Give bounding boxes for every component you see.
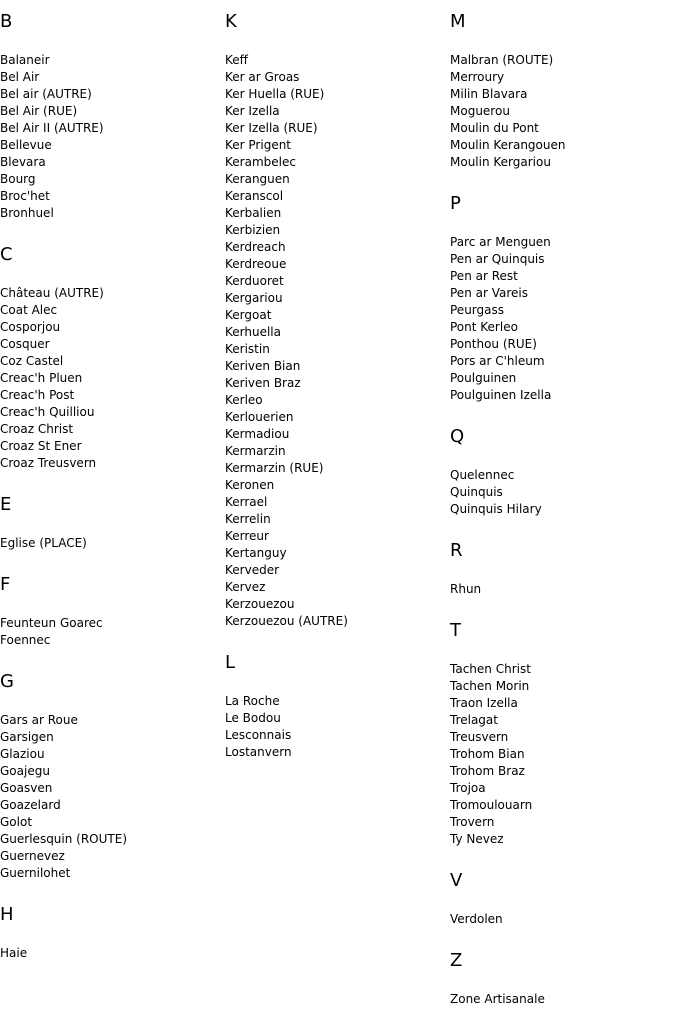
place-name: Foennec xyxy=(0,633,51,647)
section-letter-heading: C xyxy=(0,244,13,265)
letter-section xyxy=(450,427,675,518)
place-name: Tachen Christ xyxy=(450,662,531,676)
place-name: Pen ar Vareis xyxy=(450,286,528,300)
place-name: Coz Castel xyxy=(0,354,64,368)
place-name: Creac'h Pluen xyxy=(0,371,83,385)
place-name: Kerbizien xyxy=(225,223,281,237)
place-name: Keranguen xyxy=(225,172,290,186)
letter-section xyxy=(0,495,220,552)
place-name: Pen ar Quinquis xyxy=(450,252,545,266)
section-letter-heading: R xyxy=(450,540,463,561)
place-name: Poulguinen xyxy=(450,371,517,385)
place-name: Quinquis Hilary xyxy=(450,502,542,516)
place-name: Trojoa xyxy=(450,781,486,795)
letter-section xyxy=(450,541,675,598)
letter-section xyxy=(0,672,220,882)
place-name: Coat Alec xyxy=(0,303,58,317)
place-name: Trohom Braz xyxy=(450,764,525,778)
place-name: Eglise (PLACE) xyxy=(0,536,87,550)
place-name: Bel Air II (AUTRE) xyxy=(0,121,104,135)
place-name: Ty Nevez xyxy=(450,832,504,846)
place-name: Blevara xyxy=(0,155,46,169)
place-name: Ker Huella (RUE) xyxy=(225,87,325,101)
place-name: Broc'het xyxy=(0,189,50,203)
place-name: Poulguinen Izella xyxy=(450,388,552,402)
place-name: Moulin Kerangouen xyxy=(450,138,566,152)
place-name: Trelagat xyxy=(450,713,498,727)
place-name: Kergoat xyxy=(225,308,272,322)
letter-section xyxy=(450,194,675,404)
place-name: Gars ar Roue xyxy=(0,713,78,727)
place-name: Keranscol xyxy=(225,189,284,203)
place-name: Kertanguy xyxy=(225,546,287,560)
section-letter-heading: H xyxy=(0,904,14,925)
place-name: Kermarzin xyxy=(225,444,286,458)
place-name: Kerhuella xyxy=(225,325,281,339)
place-name: Bellevue xyxy=(0,138,52,152)
place-name: Croaz Treusvern xyxy=(0,456,97,470)
place-name: Creac'h Post xyxy=(0,388,75,402)
place-name: Goazelard xyxy=(0,798,61,812)
place-name: Kermarzin (RUE) xyxy=(225,461,324,475)
place-name: Goajegu xyxy=(0,764,50,778)
place-name: Haie xyxy=(0,946,28,960)
place-name: Kerleo xyxy=(225,393,263,407)
place-name: Kerzouezou (AUTRE) xyxy=(225,614,348,628)
letter-section xyxy=(225,12,445,630)
section-letter-heading: E xyxy=(0,494,12,515)
place-name: Goasven xyxy=(0,781,53,795)
place-name: Kerrael xyxy=(225,495,268,509)
place-name: Kerduoret xyxy=(225,274,284,288)
letter-section xyxy=(0,245,220,472)
section-letter-heading: F xyxy=(0,574,11,595)
section-letter-heading: Z xyxy=(450,950,463,971)
place-name: Zone Artisanale xyxy=(450,992,545,1006)
place-name: Kerambelec xyxy=(225,155,296,169)
place-name: Quinquis xyxy=(450,485,503,499)
column-2 xyxy=(225,12,445,784)
place-name: Bel Air (RUE) xyxy=(0,104,78,118)
section-letter-heading: V xyxy=(450,870,463,891)
place-name: Cosquer xyxy=(0,337,50,351)
place-name: Peurgass xyxy=(450,303,504,317)
place-name: Pont Kerleo xyxy=(450,320,518,334)
place-name: Keristin xyxy=(225,342,270,356)
place-name: Croaz Christ xyxy=(0,422,74,436)
place-name: Quelennec xyxy=(450,468,515,482)
place-name: Milin Blavara xyxy=(450,87,528,101)
place-name: Kerdreoue xyxy=(225,257,287,271)
place-name: Le Bodou xyxy=(225,711,281,725)
place-name: Croaz St Ener xyxy=(0,439,82,453)
place-name: Merroury xyxy=(450,70,505,84)
section-letter-heading: T xyxy=(450,620,461,641)
place-name: Keriven Bian xyxy=(225,359,301,373)
place-name: Glaziou xyxy=(0,747,45,761)
place-name: Guernevez xyxy=(0,849,65,863)
letter-section xyxy=(0,575,220,649)
place-name: Bel air (AUTRE) xyxy=(0,87,92,101)
place-name: Keriven Braz xyxy=(225,376,301,390)
place-name: Moulin Kergariou xyxy=(450,155,551,169)
place-name: Traon Izella xyxy=(450,696,518,710)
letter-section xyxy=(0,905,220,962)
place-name: Kerbalien xyxy=(225,206,282,220)
section-letter-heading: B xyxy=(0,11,13,32)
place-name: Kergariou xyxy=(225,291,283,305)
place-name: Château (AUTRE) xyxy=(0,286,104,300)
section-letter-heading: K xyxy=(225,11,237,32)
place-name: Treusvern xyxy=(450,730,509,744)
place-name: Kerreur xyxy=(225,529,269,543)
place-name: Garsigen xyxy=(0,730,54,744)
letter-section xyxy=(450,621,675,848)
place-name: Parc ar Menguen xyxy=(450,235,551,249)
place-name: Kerdreach xyxy=(225,240,286,254)
place-name: Kerrelin xyxy=(225,512,271,526)
place-name: Rhun xyxy=(450,582,482,596)
section-letter-heading: M xyxy=(450,11,466,32)
place-name: Pen ar Rest xyxy=(450,269,518,283)
place-name: Kerzouezou xyxy=(225,597,295,611)
place-name: Golot xyxy=(0,815,33,829)
place-name: Guernilohet xyxy=(0,866,71,880)
place-name: La Roche xyxy=(225,694,280,708)
place-name: Tromoulouarn xyxy=(450,798,533,812)
place-name: Kerveder xyxy=(225,563,280,577)
place-name: Pors ar C'hleum xyxy=(450,354,545,368)
place-name: Lesconnais xyxy=(225,728,292,742)
place-name: Kermadiou xyxy=(225,427,290,441)
place-name: Lostanvern xyxy=(225,745,292,759)
section-letter-heading: G xyxy=(0,671,14,692)
place-name: Feunteun Goarec xyxy=(0,616,103,630)
place-name: Cosporjou xyxy=(0,320,61,334)
place-name: Trohom Bian xyxy=(450,747,525,761)
letter-section xyxy=(225,653,445,761)
place-name: Ker Izella (RUE) xyxy=(225,121,318,135)
place-name: Kervez xyxy=(225,580,266,594)
section-letter-heading: L xyxy=(225,652,236,673)
place-name: Keronen xyxy=(225,478,275,492)
place-name: Keff xyxy=(225,53,248,67)
place-name: Bel Air xyxy=(0,70,40,84)
letter-section xyxy=(450,871,675,928)
place-name: Ponthou (RUE) xyxy=(450,337,537,351)
place-name: Moguerou xyxy=(450,104,510,118)
letter-section xyxy=(450,951,675,1008)
place-name: Guerlesquin (ROUTE) xyxy=(0,832,128,846)
place-name: Ker Prigent xyxy=(225,138,292,152)
letter-section xyxy=(450,12,675,171)
letter-section xyxy=(0,12,220,222)
place-name: Ker ar Groas xyxy=(225,70,300,84)
place-name: Creac'h Quilliou xyxy=(0,405,95,419)
place-name: Malbran (ROUTE) xyxy=(450,53,554,67)
place-name: Verdolen xyxy=(450,912,503,926)
column-1 xyxy=(0,12,220,985)
place-name: Ker Izella xyxy=(225,104,280,118)
place-name: Balaneir xyxy=(0,53,50,67)
section-letter-heading: Q xyxy=(450,426,465,447)
place-name: Tachen Morin xyxy=(450,679,530,693)
place-name: Kerlouerien xyxy=(225,410,294,424)
place-name: Trovern xyxy=(450,815,495,829)
place-name: Bourg xyxy=(0,172,36,186)
place-name: Bronhuel xyxy=(0,206,54,220)
section-letter-heading: P xyxy=(450,193,461,214)
place-name: Moulin du Pont xyxy=(450,121,539,135)
column-3 xyxy=(450,12,675,1031)
